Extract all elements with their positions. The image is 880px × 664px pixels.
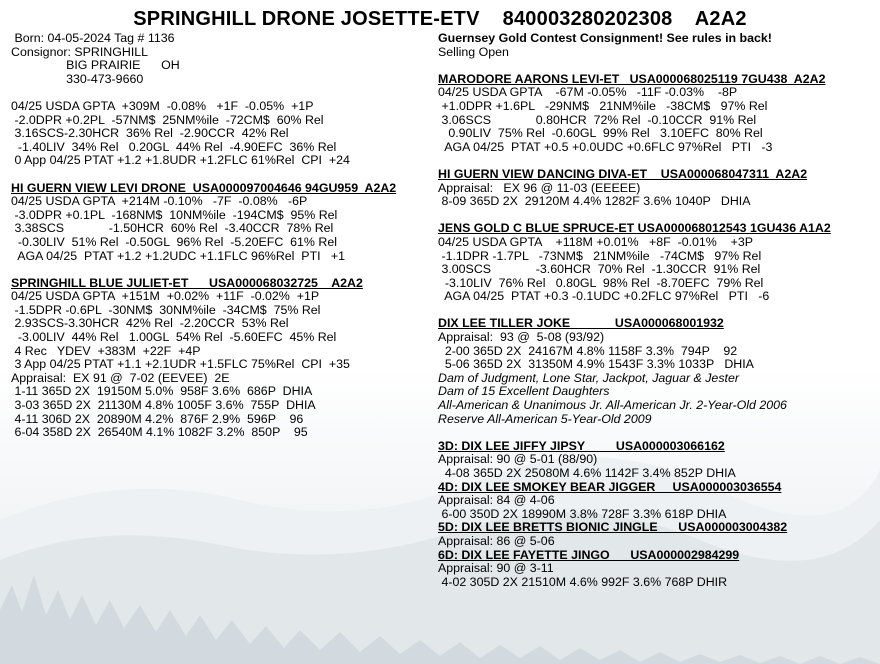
genomic-line: -1.40LIV 34% Rel 0.20GL 44% Rel -4.90EFC 36% Rel xyxy=(11,139,337,154)
sire-line: 04/25 USDA GPTA +214M -0.10% -7F -0.08% -6P xyxy=(11,194,308,209)
consignor-address: BIG PRAIRIE OH xyxy=(11,58,180,73)
section-heading: MARODORE AARONS LEVI-ET USA000068025119 7GU438 A2A2 xyxy=(438,71,826,86)
section-line: +1.0DPR +1.6PL -29NM$ 21NM%ile -38CM$ 97% Rel xyxy=(438,98,768,113)
dam-line: 1-11 365D 2X 19150M 5.0% 958F 3.6% 686P DHIA xyxy=(11,384,313,399)
section-line: 3.06SCS 0.80HCR 72% Rel -0.10CCR 91% Rel xyxy=(438,112,757,127)
section-line: 3.00SCS -3.60HCR 70% Rel -1.30CCR 91% Rel xyxy=(438,262,761,277)
genomic-line: 04/25 USDA GPTA +309M -0.08% +1F -0.05% +1P xyxy=(11,98,314,113)
dam-line: 6-04 358D 2X 26540M 4.1% 1082F 3.2% 850P 95 xyxy=(11,425,308,440)
honor-line: Dam of 15 Excellent Daughters xyxy=(438,384,610,399)
section-line: -1.1DPR -1.7PL -73NM$ 21NM%ile -74CM$ 97% Rel xyxy=(438,248,762,263)
dam-line: 04/25 USDA GPTA +151M +0.02% +11F -0.02% +1P xyxy=(11,289,320,304)
lot-title: SPRINGHILL DRONE JOSETTE-ETV 840003280202308 A2A2 xyxy=(133,8,747,30)
selling-status: Selling Open xyxy=(438,44,509,59)
ancestor-line: Appraisal: 84 @ 4-06 xyxy=(438,493,555,508)
sire-heading: HI GUERN VIEW LEVI DRONE USA000097004646 94GU959 A2A2 xyxy=(11,180,397,195)
sire-line: -3.0DPR +0.1PL -168NM$ 10NM%ile -194CM$ 95% Rel xyxy=(11,207,338,222)
genomic-line: 3.16SCS-2.30HCR 36% Rel -2.90CCR 42% Rel xyxy=(11,126,289,141)
ancestor-line: 4-08 365D 2X 25080M 4.6% 1142F 3.4% 852P DHIA xyxy=(438,466,736,480)
ancestor-line: 6-00 350D 2X 18990M 3.8% 728F 3.3% 618P DHIA xyxy=(438,506,727,521)
sire-line: 3.38SCS -1.50HCR 60% Rel -3.40CCR 78% Rel xyxy=(11,221,334,236)
section-line: Appraisal: EX 96 @ 11-03 (EEEEE) xyxy=(438,180,641,195)
section-line: AGA 04/25 PTAT +0.3 -0.1UDC +0.2FLC 97%Rel PTI -6 xyxy=(438,289,770,304)
honor-line: Reserve All-American 5-Year-Old 2009 xyxy=(438,411,652,426)
ancestor-heading: 3D: DIX LEE JIFFY JIPSY USA000003066162 xyxy=(438,438,725,453)
section-line: 04/25 USDA GPTA -67M -0.05% -11F -0.03% -8P xyxy=(438,85,738,100)
genomic-line: -2.0DPR +0.2PL -57NM$ 25NM%ile -72CM$ 60% Rel xyxy=(11,112,324,127)
lot-details-column xyxy=(11,32,431,440)
consignor-phone: 330-473-9660 xyxy=(11,71,144,86)
section-line: 2-00 365D 2X 24167M 4.8% 1158F 3.3% 794P 92 xyxy=(438,343,738,358)
consignor: Consignor: SPRINGHILL xyxy=(11,44,149,59)
dam-line: 2.93SCS-3.30HCR 42% Rel -2.20CCR 53% Rel xyxy=(11,316,289,331)
dam-line: Appraisal: EX 91 @ 7-02 (EEVEE) 2E xyxy=(11,370,230,385)
section-line: 0.90LIV 75% Rel -0.60GL 99% Rel 3.10EFC 80% Rel xyxy=(438,126,763,141)
dam-heading: SPRINGHILL BLUE JULIET-ET USA000068032725 A2A2 xyxy=(11,275,363,290)
section-heading: DIX LEE TILLER JOKE USA000068001932 xyxy=(438,316,724,331)
section-line: AGA 04/25 PTAT +0.5 +0.0UDC +0.6FLC 97%Rel PTI -3 xyxy=(438,139,773,154)
ancestor-line: 4-02 305D 2X 21510M 4.6% 992F 3.6% 768P DHIR xyxy=(438,574,728,589)
section-line: 8-09 365D 2X 29120M 4.4% 1282F 3.6% 1040P DHIA xyxy=(438,194,751,209)
pedigree-column xyxy=(438,32,878,589)
section-line: Appraisal: 93 @ 5-08 (93/92) xyxy=(438,330,605,345)
genomic-line: 0 App 04/25 PTAT +1.2 +1.8UDR +1.2FLC 61%Rel CPI +24 xyxy=(11,153,350,168)
ancestor-heading: 6D: DIX LEE FAYETTE JINGO USA000002984299 xyxy=(438,547,740,562)
honor-line: Dam of Judgment, Lone Star, Jackpot, Jaguar & Jester xyxy=(438,370,739,385)
section-line: 5-06 365D 2X 31350M 4.9% 1543F 3.3% 1033P DHIA xyxy=(438,357,754,372)
dam-line: 4 Rec YDEV +383M +22F +4P xyxy=(11,343,201,358)
born-tag: Born: 04-05-2024 Tag # 1136 xyxy=(11,31,175,45)
ancestor-heading: 4D: DIX LEE SMOKEY BEAR JIGGER USA000003036554 xyxy=(438,479,782,494)
ancestor-line: Appraisal: 90 @ 3-11 xyxy=(438,561,554,576)
section-heading: JENS GOLD C BLUE SPRUCE-ET USA000068012543 1GU436 A1A2 xyxy=(438,221,831,236)
section-heading: HI GUERN VIEW DANCING DIVA-ET USA000068047311 A2A2 xyxy=(438,166,808,181)
dam-line: 3-03 365D 2X 21130M 4.8% 1005F 3.6% 755P DHIA xyxy=(11,398,316,413)
ancestor-line: Appraisal: 90 @ 5-01 (88/90) xyxy=(438,452,598,467)
section-line: -3.10LIV 76% Rel 0.80GL 98% Rel -8.70EFC 79% Rel xyxy=(438,275,764,290)
section-line: 04/25 USDA GPTA +118M +0.01% +8F -0.01% +3P xyxy=(438,234,753,249)
ancestor-heading: 5D: DIX LEE BRETTS BIONIC JINGLE USA000003004382 xyxy=(438,520,788,535)
sire-line: AGA 04/25 PTAT +1.2 +1.2UDC +1.1FLC 96%Rel PTI +1 xyxy=(11,248,346,263)
sire-line: -0.30LIV 51% Rel -0.50GL 96% Rel -5.20EFC 61% Rel xyxy=(11,234,337,249)
contest-note: Guernsey Gold Contest Consignment! See rules in back! xyxy=(438,31,772,45)
ancestor-line: Appraisal: 86 @ 5-06 xyxy=(438,533,555,548)
dam-line: -3.00LIV 44% Rel 1.00GL 54% Rel -5.60EFC 45% Rel xyxy=(11,330,337,345)
dam-line: 4-11 306D 2X 20890M 4.2% 876F 2.9% 596P 96 xyxy=(11,411,304,426)
dam-line: -1.5DPR -0.6PL -30NM$ 30NM%ile -34CM$ 75% Rel xyxy=(11,302,321,317)
honor-line: All-American & Unanimous Jr. All-American Jr. 2-Year-Old 2006 xyxy=(438,398,787,413)
dam-line: 3 App 04/25 PTAT +1.1 +2.1UDR +1.5FLC 75%Rel CPI +35 xyxy=(11,357,350,372)
